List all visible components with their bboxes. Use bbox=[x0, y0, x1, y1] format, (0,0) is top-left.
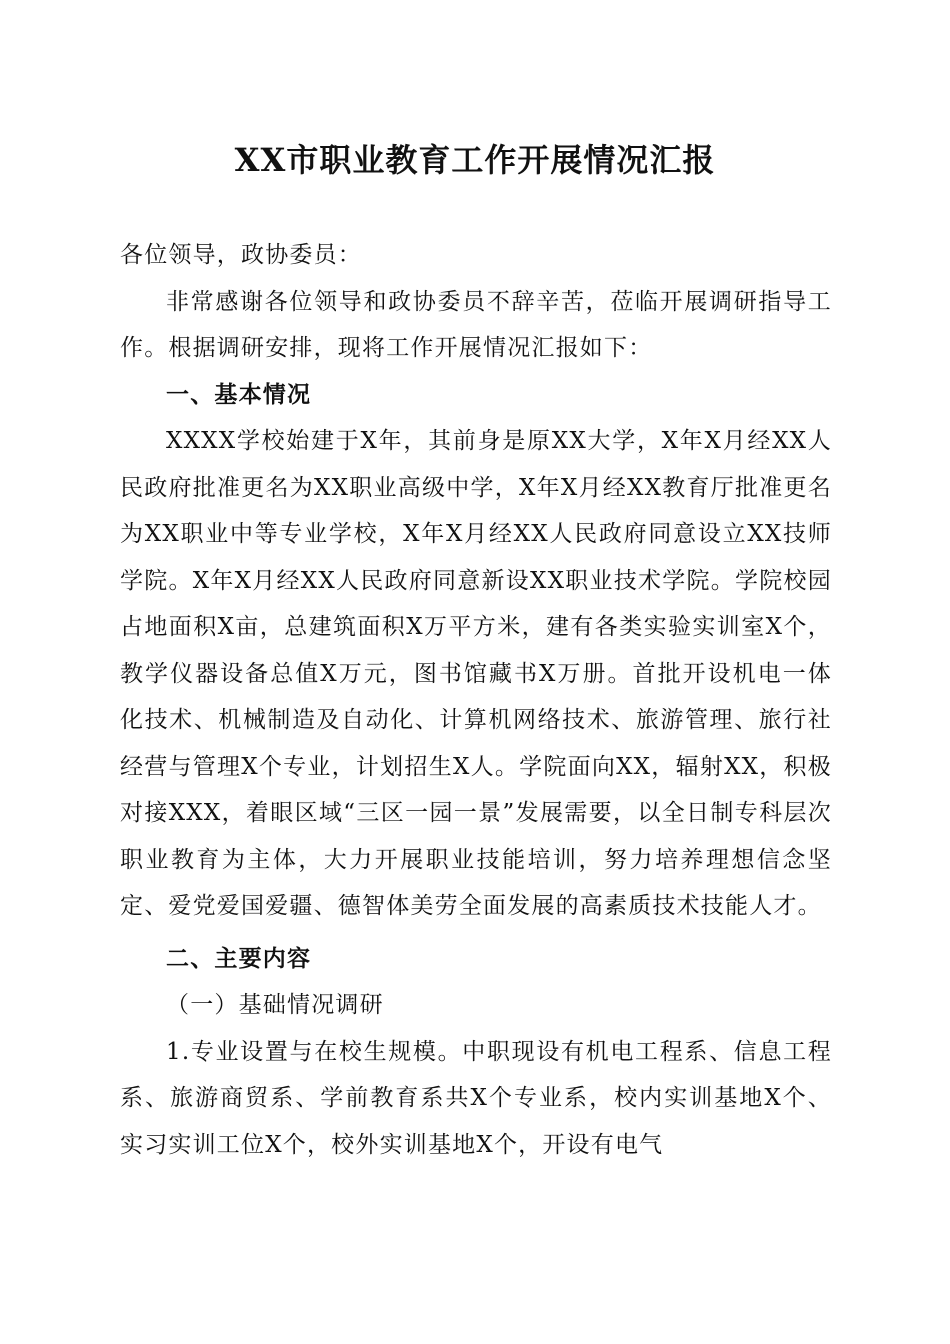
document-body bbox=[120, 232, 832, 1168]
salutation: 各位领导，政协委员： bbox=[120, 242, 362, 268]
section-heading-basic: 一、基本情况 bbox=[166, 381, 312, 408]
document-title: XX市职业教育工作开展情况汇报 bbox=[234, 141, 716, 179]
section-heading-main: 二、主要内容 bbox=[166, 945, 312, 972]
intro-paragraph: 非常感谢各位领导和政协委员不辞辛苦，莅临开展调研指导工作。根据调研安排，现将工作开展情况汇报如下： bbox=[120, 288, 832, 361]
subsection-heading-survey: （一）基础情况调研 bbox=[166, 992, 384, 1018]
section-paragraph-basic: XXXX学校始建于X年，其前身是原XX大学，X年X月经XX人民政府批准更名为XX职业高级中学，X年X月经XX教育厅批准更名为XX职业中等专业学校，X年X月经XX人民政府同意设立XX技师学院。X年X月经XX人民政府同意新设XX职业技术学院。学院校园占地面积X亩，总建筑面积X万平方米，建有各类实验实训室X个，教学仪器设备总值X万元，图书馆藏书X万册。首批开设机电一体化技术、机械制造及自动化、计算机网络技术、旅游管理、旅行社经营与管理X个专业，计划招生X人。学院面向XX，辐射XX，积极对接XXX，着眼区域“三区一园一景”发展需要，以全日制专科层次职业教育为主体，大力开展职业技能培训，努力培养理想信念坚定、爱党爱国爱疆、德智体美劳全面发展的高素质技术技能人才。 bbox=[120, 428, 832, 919]
item-paragraph-programs: 1.专业设置与在校生规模。中职现设有机电工程系、信息工程系、旅游商贸系、学前教育系共X个专业系，校内实训基地X个、实习实训工位X个，校外实训基地X个，开设有电气 bbox=[120, 1038, 832, 1158]
